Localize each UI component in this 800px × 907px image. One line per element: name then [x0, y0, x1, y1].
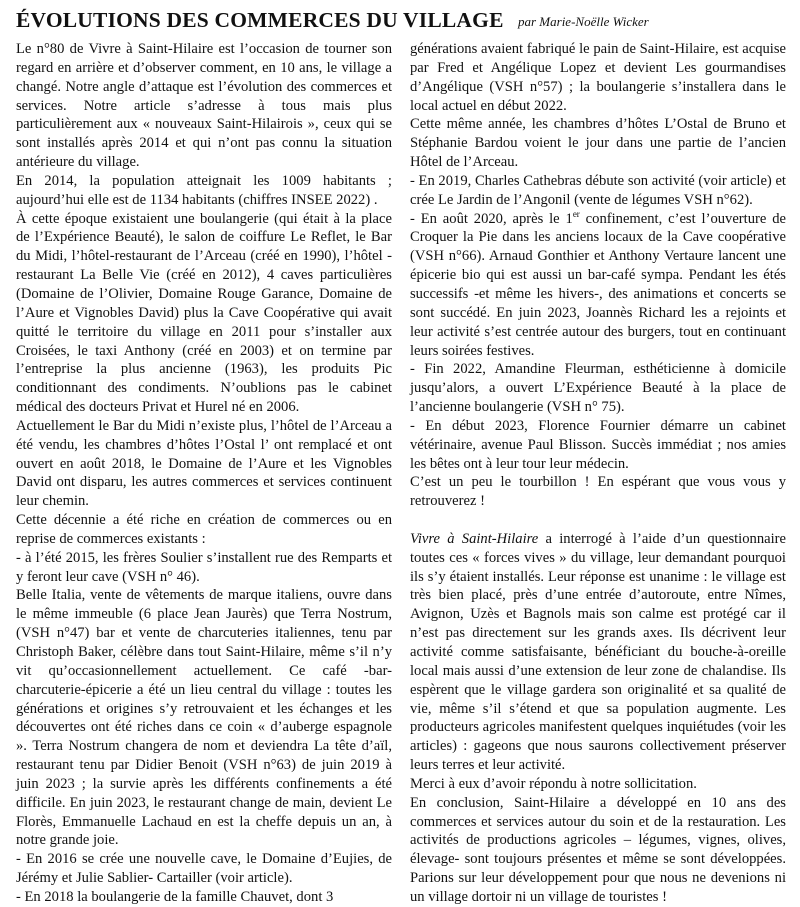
- paragraph: - En 2019, Charles Cathebras débute son activité (voir article) et crée Le Jardin de l’Angonil (vente de légumes VSH n°62).: [410, 172, 786, 208]
- text-run: - En août 2020, après le 1: [410, 210, 573, 227]
- magazine-name: Vivre à Saint-Hilaire: [410, 530, 539, 547]
- paragraph: - Fin 2022, Amandine Fleurman, esthéticienne à domicile jusqu’alors, a ouvert L’Expérience Beauté à la place de l’ancienne boulangerie (VSH n° 75).: [410, 361, 786, 416]
- paragraph: C’est un peu le tourbillon ! En espérant que vous vous y retrouverez !: [410, 474, 786, 510]
- paragraph: - En début 2023, Florence Fournier démarre un cabinet vétérinaire, avenue Paul Blisson. Succès immédiat ; nos amies les bêtes ont à leur tour leur médecin.: [410, 417, 786, 472]
- paragraph: À cette époque existaient une boulangerie (qui était à la place de l’Expérience Beauté), le salon de coiffure Le Reflet, le Bar du Midi, l’hôtel-restaurant de l’Arceau (créé en 1990), l’hôtel -restaurant La Belle Vie (créé en 2012), 4 caves particulières (Domaine de l’Olivier, Domaine Rouge Garance, Domaine de l’Aure et Vignobles David) plus la Cave Coopérative qui avait quitté le territoire du village en 2011 pour s’installer aux Croisées, le taxi Anthony (créé en 2003) et on termine par l’entreprise la plus ancienne (1963), les produits Pic conditionnant des condiments. N’oublions pas le cabinet médical des docteurs Privat et Hurel né en 2006.: [16, 210, 392, 416]
- paragraph: Cette décennie a été riche en création de commerces ou en reprise de commerces existants :: [16, 512, 392, 547]
- paragraph: [410, 530, 786, 775]
- paragraph: - à l’été 2015, les frères Soulier s’installent rue des Remparts et y feront leur cave (VSH n° 46).: [16, 549, 392, 585]
- right-column: [410, 40, 786, 907]
- paragraph: Le n°80 de Vivre à Saint-Hilaire est l’occasion de tourner son regard en arrière et d’observer comment, en 10 ans, le village a changé. Notre angle d’attaque est l’évolution des commerces et services. Notre article s’adresse à tous mais plus particulièrement aux « nouveaux Saint-Hilairois », ceux qui se sont installés après 2014 et qui n’ont pas connu la situation antérieure du village.: [16, 41, 392, 171]
- article-byline: par Marie-Noëlle Wicker: [518, 14, 649, 29]
- text-run: a interrogé à l’aide d’un questionnaire toutes ces « forces vives » du village, leur demandant pourquoi ils s’y étaient installés. Leur réponse est unanime : le village est très bien placé, près d’une entrée d’autoroute, entre Nîmes, Avignon, Uzès et Bagnols mais son calme est protégé car il n’est pas directement sur les grands axes. Ils décrivent leur activité comme satisfaisante, bénéficiant du bouche-à-oreille local mais aussi d’une extension de leur zone de chalandise. Ils espèrent que le village gardera son originalité et sa qualité de vie, même s’il s’étend et que sa population augmente. Les producteurs agricoles manifestent quelques inquiétudes (voir les articles) : gageons que nous saurons collectivement préserver leurs terres et leur activité.: [410, 530, 786, 774]
- paragraph: Belle Italia, vente de vêtements de marque italiens, ouvre dans le même immeuble (6 place Jean Jaurès) que Terra Nostrum, (VSH n°47) bar et vente de charcuteries italiennes, tenu par Christoph Baker, célèbre dans tout Saint-Hilaire, même s’il n’y vit qu’occasionnellement actuellement. Ce café -bar-charcuterie-épicerie a été un lieu central du village : toutes les générations et origines s’y retrouvaient et les échanges et les découvertes ont été riches dans ce coin « d’auberge espagnole ». Terra Nostrum changera de nom et deviendra La tête d’aïl, restaurant tenu par Didier Benoit (VSH n°63) de juin 2019 à juin 2023 ; la survie après les différents confinements a été difficile. En juin 2023, le restaurant change de main, devient Le Florès, Emmanuelle Lachaud en est la cheffe depuis un an, à notre grande joie.: [16, 587, 392, 849]
- paragraph: - En 2018 la boulangerie de la famille Chauvet, dont 3: [16, 888, 334, 905]
- paragraph: Actuellement le Bar du Midi n’existe plus, l’hôtel de l’Arceau a été vendu, les chambres d’hôtes l’Ostal l’ ont remplacé et ont ouvert en août 2018, le Domaine de l’Aure et les Vignobles David ont disparu, les autres commerces et services continuent leur chemin.: [16, 417, 392, 510]
- left-column: [16, 40, 392, 907]
- paragraph: générations avaient fabriqué le pain de Saint-Hilaire, est acquise par Fred et Angélique Lopez et devient Les gourmandises d’Angélique (VSH n°57) ; la boulangerie s’installera dans le local actuel en début 2022.: [410, 41, 786, 114]
- superscript: er: [572, 208, 580, 219]
- paragraph: [410, 210, 786, 361]
- paragraph: Merci à eux d’avoir répondu à notre sollicitation.: [410, 775, 697, 792]
- paragraph: En 2014, la population atteignait les 1009 habitants ; aujourd’hui elle est de 1134 habitants (chiffres INSEE 2022) .: [16, 172, 392, 208]
- article-title: ÉVOLUTIONS DES COMMERCES DU VILLAGE: [16, 8, 504, 32]
- text-run: confinement, c’est l’ouverture de Croquer la Pie dans les anciens locaux de la Cave coopérative (VSH n°66). Arnaud Gonthier et Anthony Vertaure lancent une épicerie bio qui est aussi un bar-café sympa. Pendant les étés successifs -et même les hivers-, des animations et concerts se sont succédé. En juin 2023, Joannès Richard les a rejoints et leur activité s’est centrée autour des burgers, tout en continuant leurs soirées festives.: [410, 210, 786, 359]
- paragraph: Cette même année, les chambres d’hôtes L’Ostal de Bruno et Stéphanie Bardou voient le jour dans une partie de l’ancien Hôtel de l’Arceau.: [410, 116, 786, 171]
- paragraph: - En 2016 se crée une nouvelle cave, le Domaine d’Eujies, de Jérémy et Julie Sablier- Cartailler (voir article).: [16, 851, 392, 887]
- paragraph: En conclusion, Saint-Hilaire a développé en 10 ans des commerces et services autour du soin et de la restauration. Les activités de productions agricoles – légumes, vignes, olives, élevage- sont toujours présentes et même se sont développées. Parions sur leur développement pour que nous ne devenions ni un village dortoir ni un village de touristes !: [410, 794, 786, 905]
